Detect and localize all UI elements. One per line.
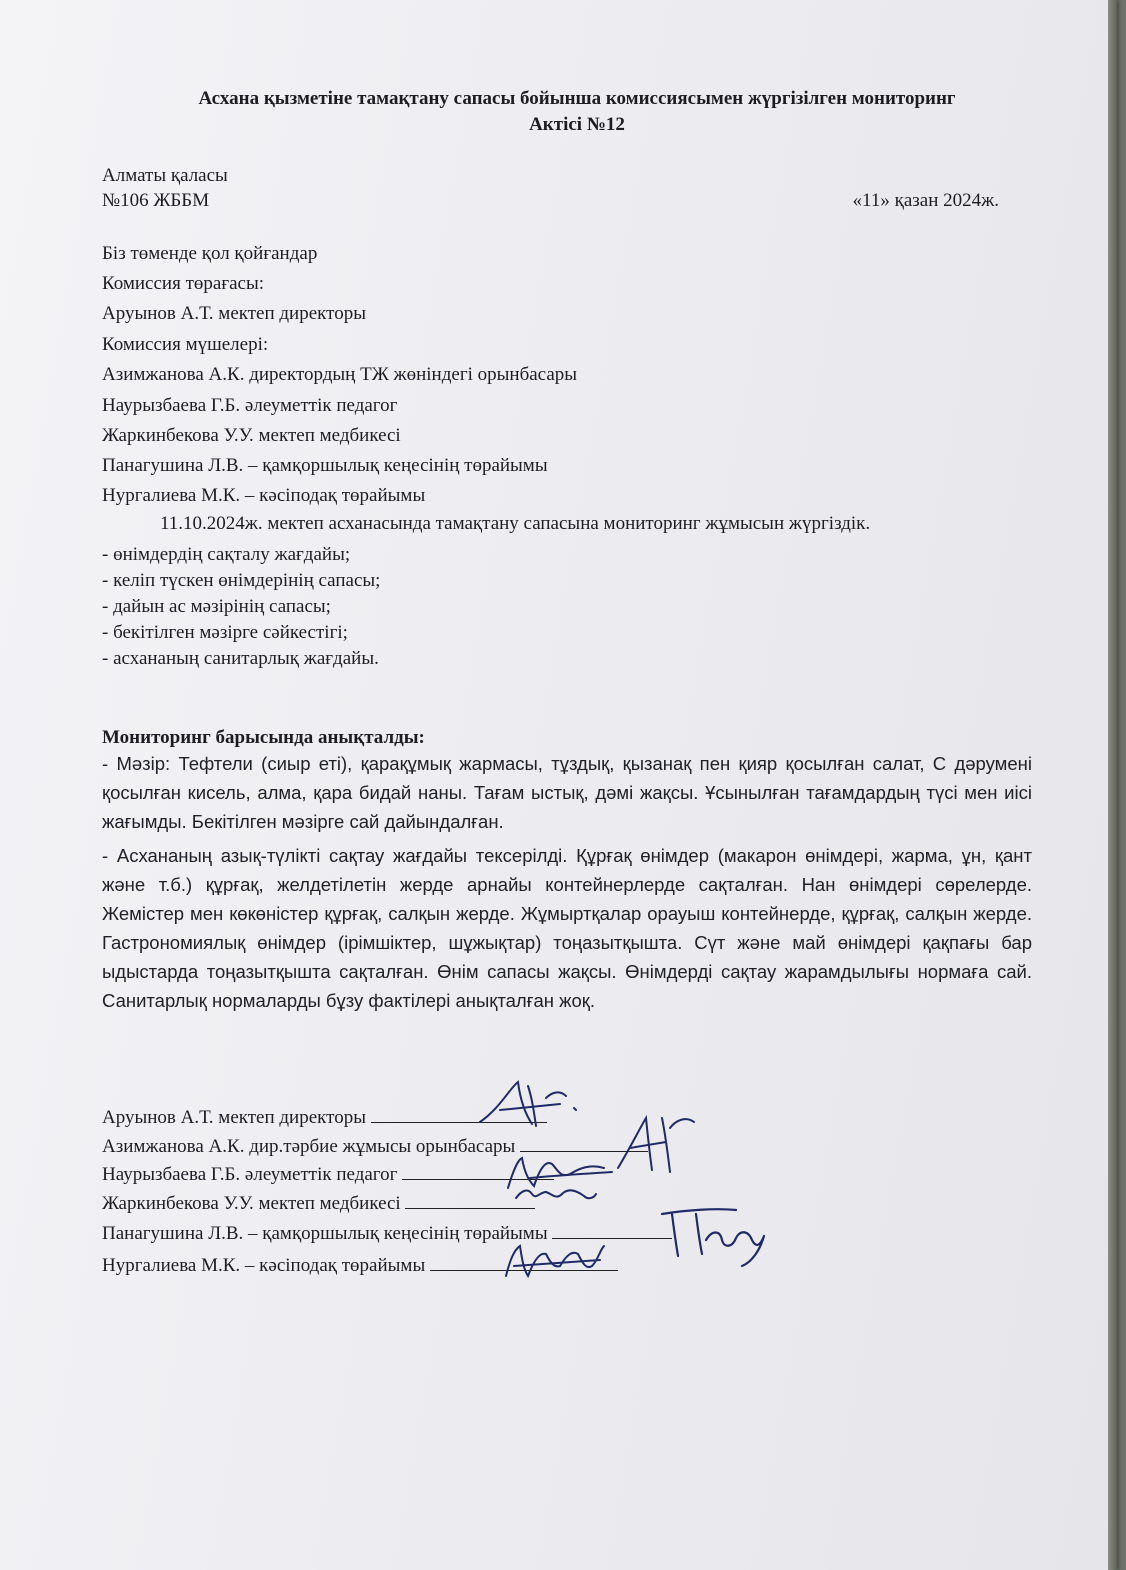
title-line-1: Асхана қызметіне тамақтану сапасы бойынша комиссиясымен жүргізілген мониторинг xyxy=(198,88,956,109)
statement-text: 11.10.2024ж. мектеп асханасында тамақтану сапасына мониторинг жұмысын жүргіздік. xyxy=(160,513,871,534)
signature-aruynov xyxy=(470,1078,590,1138)
intro-text: Біз төменде қол қойғандар xyxy=(102,243,318,264)
city-text: Алматы қаласы xyxy=(102,165,228,186)
document-title xyxy=(102,86,1052,138)
members-label: Комиссия мүшелері: xyxy=(102,334,269,355)
checklist-item: - дайын ас мәзірінің сапасы; xyxy=(102,596,331,617)
signature-row xyxy=(102,1161,554,1187)
signatory-name: Наурызбаева Г.Б. әлеуметтік педагог xyxy=(102,1164,398,1185)
date-text: «11» қазан 2024ж. xyxy=(852,190,999,211)
signatory-name: Нургалиева М.К. – кәсіподақ төрайымы xyxy=(102,1255,426,1276)
checklist-item: - бекітілген мәзірге сәйкестігі; xyxy=(102,622,348,643)
checklist-item: - өнімдердің сақталу жағдайы; xyxy=(102,544,351,565)
title-line-2: Актісі №12 xyxy=(529,114,625,135)
member-item: Наурызбаева Г.Б. әлеуметтік педагог xyxy=(102,395,398,416)
member-item: Азимжанова А.К. директордың ТЖ жөніндегі орынбасары xyxy=(102,364,578,385)
member-item: Панагушина Л.В. – қамқоршылық кеңесінің төрайымы xyxy=(102,455,548,476)
signature-azimzhanova xyxy=(610,1108,710,1178)
finding-menu-paragraph: - Мәзір: Тефтели (сиыр еті), қарақұмық жармасы, тұздық, қызанақ пен қияр қосылған салат, С дәрумені қосылған кисель, алма, қара бидай наны. Тағам ыстық, дәмі жақсы. Ұсынылған тағамдардың түсі мен иісі жағымды. Бекітілген мәзірге сай дайындалған. xyxy=(102,753,1032,832)
signatory-name: Панагушина Л.В. – қамқоршылық кеңесінің төрайымы xyxy=(102,1223,548,1244)
checklist-item: - келіп түскен өнімдерінің сапасы; xyxy=(102,570,381,591)
signature-nurgaliyeva xyxy=(500,1236,610,1286)
signatory-name: Жаркинбекова У.У. мектеп медбикесі xyxy=(102,1193,401,1214)
signature-panagushina xyxy=(656,1200,776,1270)
signatory-name: Азимжанова А.К. дир.тәрбие жұмысы орынбасары xyxy=(102,1136,516,1157)
signature-row xyxy=(102,1190,535,1216)
chair-label: Комиссия төрағасы: xyxy=(102,273,265,294)
finding-storage-paragraph: - Асхананың азық-түлікті сақтау жағдайы тексерілді. Құрғақ өнімдер (макарон өнімдері, жарма, ұн, қант және т.б.) құрғақ, желдетілетін жерде арнайы контейнерлерде сақталған. Нан өнімдері сөрелерде. Жемістер мен көкөністер құрғақ, салқын жерде. Жұмыртқалар орауыш контейнерде, құрғақ, салқын жерде. Гастрономиялық өнімдер (ірімшіктер, шұжықтар) тоңазытқышта. Сүт және май өнімдері қақпағы бар ыдыстарда тоңазытқышта сақталған. Өнім сапасы жақсы. Өнімдерді сақтау жарамдылығы нормаға сай. Санитарлық нормаларды бұзу фактілері анықталған жоқ. xyxy=(102,845,1032,1011)
findings-heading: Мониторинг барысында анықталды: xyxy=(102,727,425,748)
signature-zharkinbekova xyxy=(510,1180,600,1210)
school-text: №106 ЖББМ xyxy=(102,190,210,211)
chair-name: Аруынов А.Т. мектеп директоры xyxy=(102,303,366,324)
member-item: Нургалиева М.К. – кәсіподақ төрайымы xyxy=(102,485,426,506)
signatory-name: Аруынов А.Т. мектеп директоры xyxy=(102,1107,366,1128)
checklist-item: - асхананың санитарлық жағдайы. xyxy=(102,648,379,669)
member-item: Жаркинбекова У.У. мектеп медбикесі xyxy=(102,425,401,446)
page-edge-shadow xyxy=(1108,0,1117,1570)
